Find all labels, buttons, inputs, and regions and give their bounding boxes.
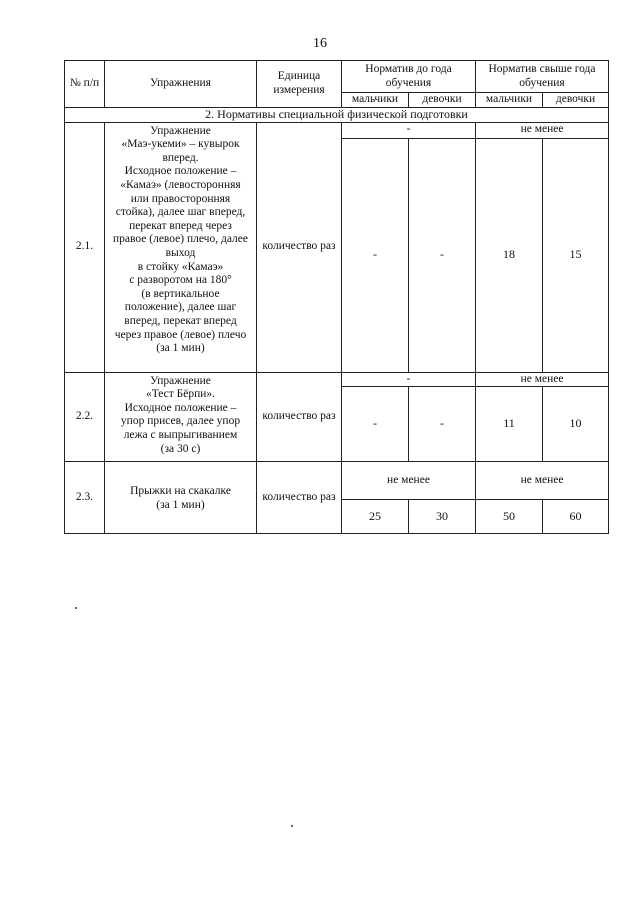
value-girls-before: - <box>409 387 476 462</box>
after-label: не менее <box>476 122 609 138</box>
exercise-line: положение), далее шаг <box>124 301 237 314</box>
value-boys-before: - <box>342 387 409 462</box>
unit-cell: количество раз <box>257 462 342 534</box>
value-boys-before: 25 <box>342 500 409 534</box>
header-before: Норматив до года обучения <box>342 61 476 93</box>
unit-cell: количество раз <box>257 122 342 372</box>
exercise-line: через правое (левое) плечо <box>114 328 247 341</box>
header-after: Норматив свыше года обучения <box>476 61 609 93</box>
exercise-line: «Маэ-укеми» – кувырок <box>121 138 240 151</box>
exercise-line: Прыжки на скакалке <box>130 485 231 498</box>
norms-table <box>64 60 609 534</box>
exercise-line: упор присев, далее упор <box>120 415 241 428</box>
value-girls-before: - <box>409 138 476 372</box>
unit-cell: количество раз <box>257 372 342 462</box>
exercise-line: стойка), далее шаг вперед, <box>115 206 246 219</box>
header-unit: Единица измерения <box>257 61 342 108</box>
exercise-line: «Камаэ» (левосторонняя <box>120 178 241 191</box>
exercise-description <box>105 462 257 534</box>
section-title: 2. Нормативы специальной физической подготовки <box>65 107 609 122</box>
exercise-line: Исходное положение – <box>124 165 237 178</box>
value-boys-after: 11 <box>476 387 543 462</box>
value-girls-after: 60 <box>543 500 609 534</box>
before-label: не менее <box>342 462 476 500</box>
value-boys-before: - <box>342 138 409 372</box>
page-number: 16 <box>313 36 327 51</box>
exercise-line: лежа с выпрыгиванием <box>123 428 238 441</box>
value-boys-after: 50 <box>476 500 543 534</box>
exercise-line: вперед. <box>162 151 199 164</box>
header-girls-after: девочки <box>543 93 609 108</box>
exercise-line: Исходное положение – <box>124 401 237 414</box>
exercise-line: (за 30 с) <box>160 442 201 455</box>
value-girls-after: 15 <box>543 138 609 372</box>
exercise-description <box>105 122 257 372</box>
scan-speck <box>75 607 77 609</box>
exercise-line: «Тест Бёрпи». <box>145 388 216 401</box>
before-label: - <box>342 122 476 138</box>
value-girls-after: 10 <box>543 387 609 462</box>
before-label: - <box>342 372 476 387</box>
exercise-line: в стойку «Камаэ» <box>137 260 224 273</box>
header-boys-before: мальчики <box>342 93 409 108</box>
exercise-line: (за 1 мин) <box>156 498 205 511</box>
after-label: не менее <box>476 372 609 387</box>
header-num: № п/п <box>65 61 105 108</box>
header-exercise: Упражнения <box>105 61 257 108</box>
row-num: 2.2. <box>65 372 105 462</box>
exercise-line: правое (левое) плечо, далее <box>113 233 248 246</box>
header-boys-after: мальчики <box>476 93 543 108</box>
after-label: не менее <box>476 462 609 500</box>
row-num: 2.3. <box>65 462 105 534</box>
value-boys-after: 18 <box>476 138 543 372</box>
exercise-line: вперед, перекат вперед <box>124 314 237 327</box>
exercise-line: Упражнение <box>150 124 211 137</box>
scan-speck <box>291 825 293 827</box>
exercise-description <box>105 372 257 462</box>
row-num: 2.1. <box>65 122 105 372</box>
exercise-line: (в вертикальное <box>141 287 220 300</box>
exercise-line: выход <box>165 246 196 259</box>
exercise-line: перекат вперед через <box>129 219 232 232</box>
value-girls-before: 30 <box>409 500 476 534</box>
exercise-line: или правосторонняя <box>130 192 231 205</box>
exercise-line: (за 1 мин) <box>156 342 205 355</box>
exercise-line: с разворотом на 180° <box>129 274 232 287</box>
exercise-line: Упражнение <box>150 374 211 387</box>
header-girls-before: девочки <box>409 93 476 108</box>
